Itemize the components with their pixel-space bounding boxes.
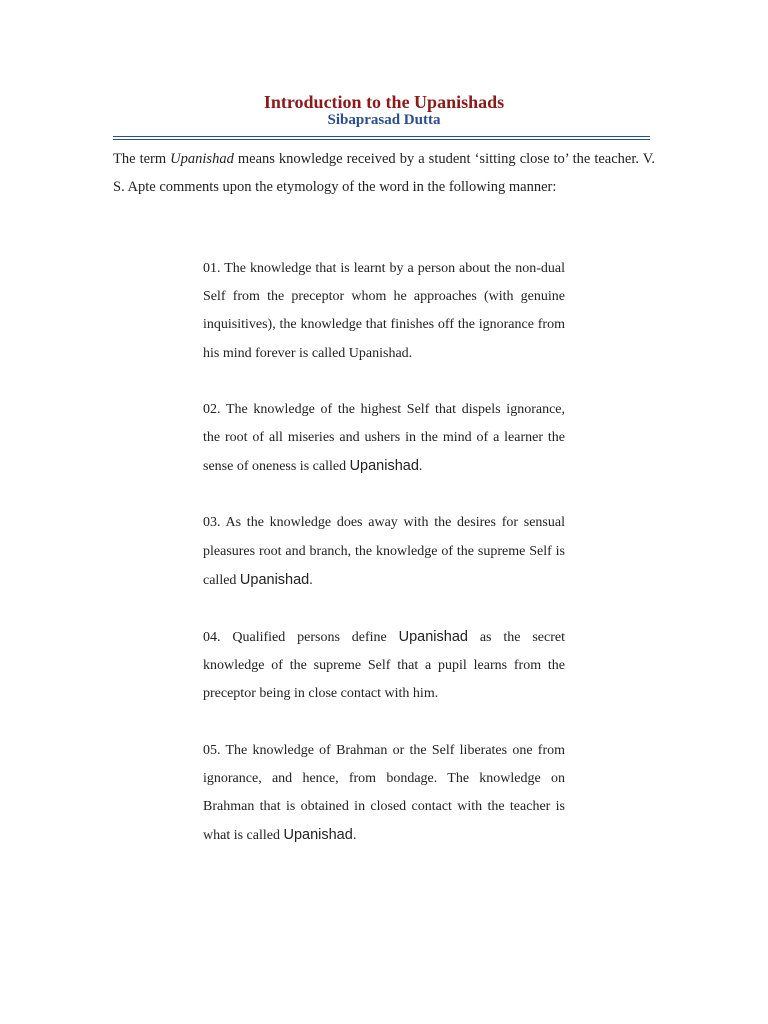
definition-text: 03. As the knowledge does away with the desires for sensual pleasures root and branch, the knowledge of the supreme Self is called xyxy=(203,515,565,588)
upanishad-term: Upanishad xyxy=(283,827,353,844)
definition-item-1 xyxy=(203,255,565,368)
document-author: Sibaprasad Dutta xyxy=(327,112,441,128)
definition-text-end: . xyxy=(352,828,357,844)
definition-text: 02. The knowledge of the highest Self that dispels ignorance, the root of all miseries and ushers in the mind of a learner the sense of oneness is called xyxy=(203,401,565,475)
definition-text-end: as the secret knowledge of the supreme Self that a pupil learns from the preceptor being in close contact with him. xyxy=(203,630,565,702)
definition-text: 01. The knowledge that is learnt by a person about the non-dual Self from the preceptor whom he approaches (with genuine inquisitives), the knowledge that finishes off the ignorance from his mind forever is called Upanishad. xyxy=(203,261,565,361)
definition-text: 04. Qualified persons define xyxy=(203,630,399,646)
definition-list xyxy=(203,255,565,878)
document-title: Introduction to the Upanishads xyxy=(263,92,505,112)
definition-item-5 xyxy=(203,737,565,851)
upanishad-term: Upanishad xyxy=(239,571,310,588)
definition-text: 05. The knowledge of Brahman or the Self liberates one from ignorance, and hence, from bondage. The knowledge on Brahman that is obtained in closed contact with the teacher is what is called xyxy=(203,742,565,844)
intro-text-start: The term xyxy=(113,151,171,167)
upanishad-term: Upanishad xyxy=(398,629,468,646)
title-divider xyxy=(113,136,650,140)
definition-text-end: . xyxy=(309,572,313,588)
intro-paragraph xyxy=(113,145,655,201)
upanishad-term: Upanishad xyxy=(349,458,419,475)
definition-item-3 xyxy=(203,509,565,595)
intro-term: Upanishad xyxy=(170,151,234,167)
intro-text-end: means knowledge received by a student ‘sitting close to’ the teacher. V. S. Apte comments upon the etymology of the word in the following manner: xyxy=(113,151,655,195)
definition-item-4 xyxy=(203,623,565,709)
definition-item-2 xyxy=(203,396,565,482)
definition-text-end: . xyxy=(418,459,423,475)
